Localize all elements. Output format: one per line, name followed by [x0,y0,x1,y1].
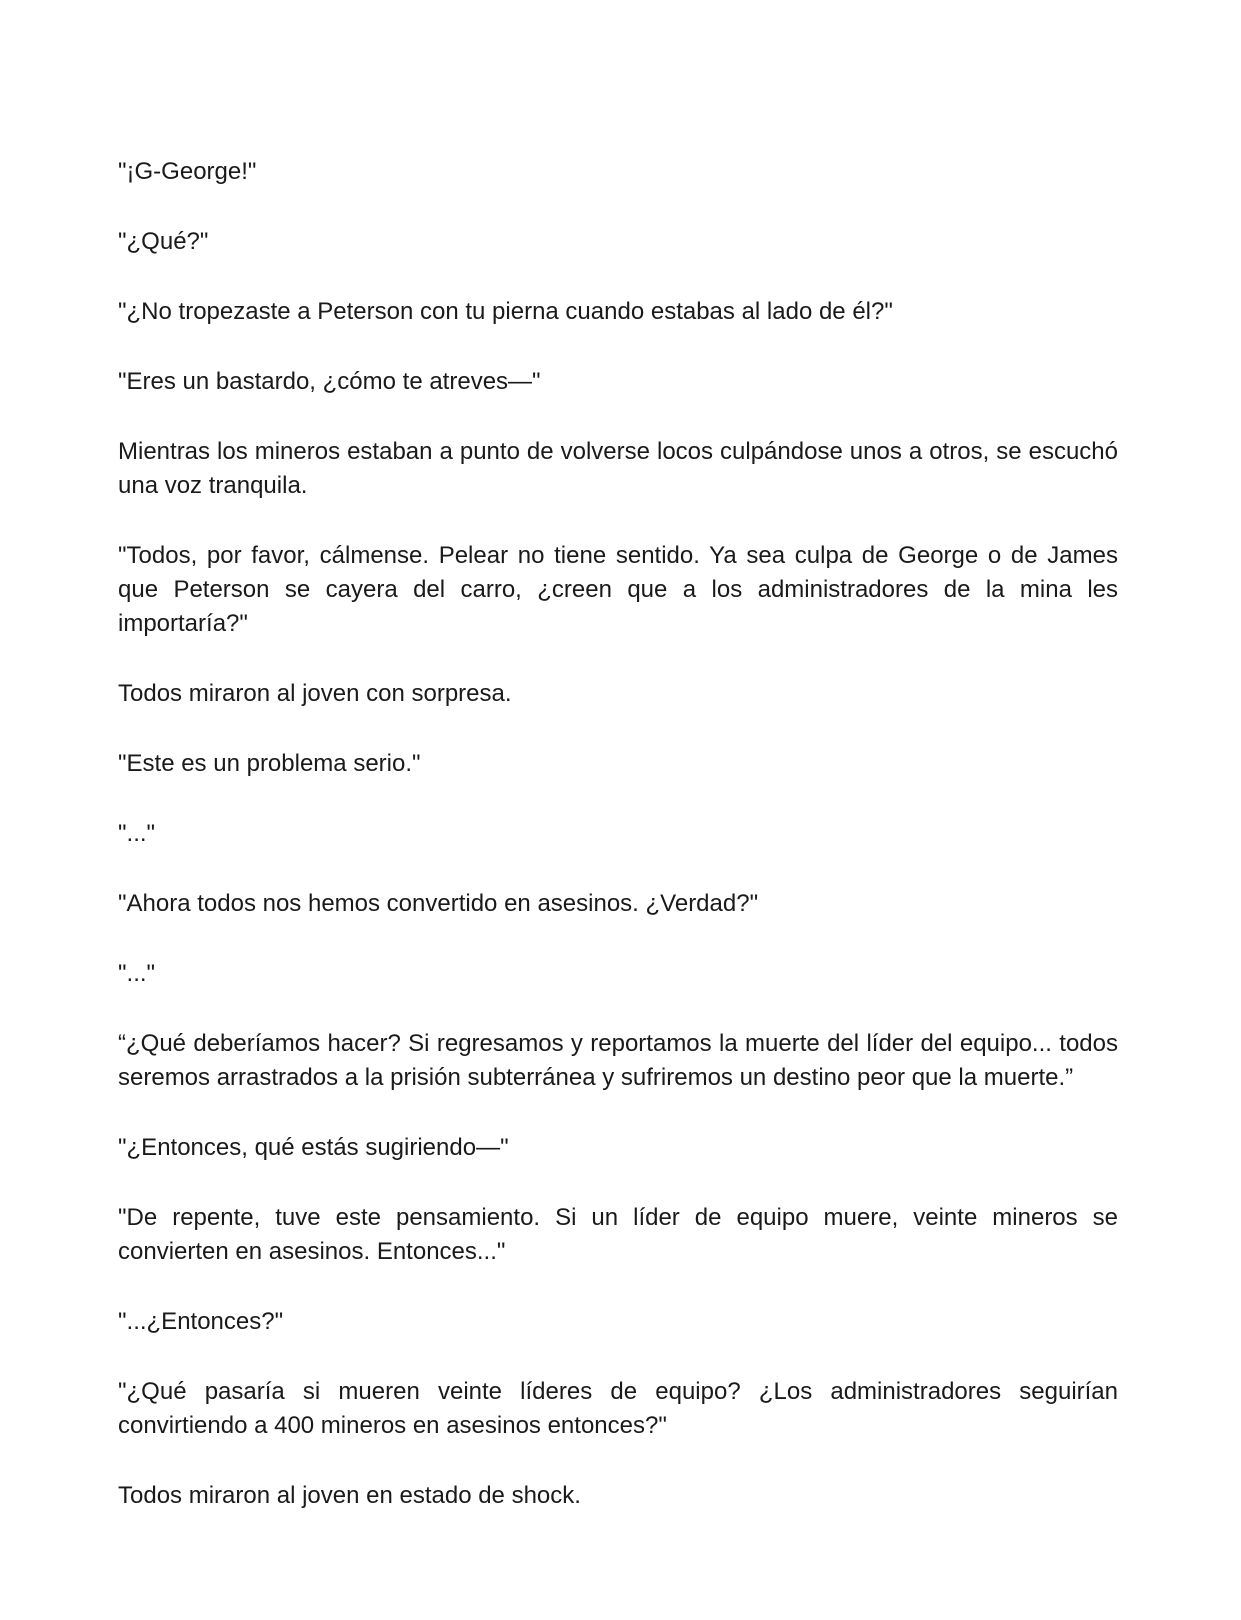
paragraph: "Eres un bastardo, ¿cómo te atreves—" [118,368,541,395]
paragraph: "..." [118,820,156,847]
paragraph: Todos miraron al joven en estado de shock. [118,1482,581,1509]
paragraph: Todos miraron al joven con sorpresa. [118,680,512,707]
document-body [118,155,1118,1513]
paragraph: “¿Qué deberíamos hacer? Si regresamos y reportamos la muerte del líder del equipo... todos seremos arrastrados a la prisión subterránea y sufriremos un destino peor que la muerte.” [118,1030,1118,1091]
paragraph: "¿Qué?" [118,228,209,255]
paragraph: "Ahora todos nos hemos convertido en asesinos. ¿Verdad?" [118,890,759,917]
paragraph: "...¿Entonces?" [118,1308,284,1335]
paragraph: "¿Entonces, qué estás sugiriendo—" [118,1134,509,1161]
paragraph: "¿Qué pasaría si mueren veinte líderes de equipo? ¿Los administradores seguirían convirtiendo a 400 mineros en asesinos entonces?" [118,1378,1118,1439]
paragraph: Mientras los mineros estaban a punto de volverse locos culpándose unos a otros, se escuchó una voz tranquila. [118,438,1118,499]
paragraph: "¡G-George!" [118,158,257,185]
paragraph: "Todos, por favor, cálmense. Pelear no tiene sentido. Ya sea culpa de George o de James que Peterson se cayera del carro, ¿creen que a los administradores de la mina les importaría?" [118,542,1118,637]
paragraph: "¿No tropezaste a Peterson con tu pierna cuando estabas al lado de él?" [118,298,893,325]
paragraph: "Este es un problema serio." [118,750,421,777]
paragraph: "..." [118,960,156,987]
paragraph: "De repente, tuve este pensamiento. Si un líder de equipo muere, veinte mineros se convierten en asesinos. Entonces..." [118,1204,1118,1265]
